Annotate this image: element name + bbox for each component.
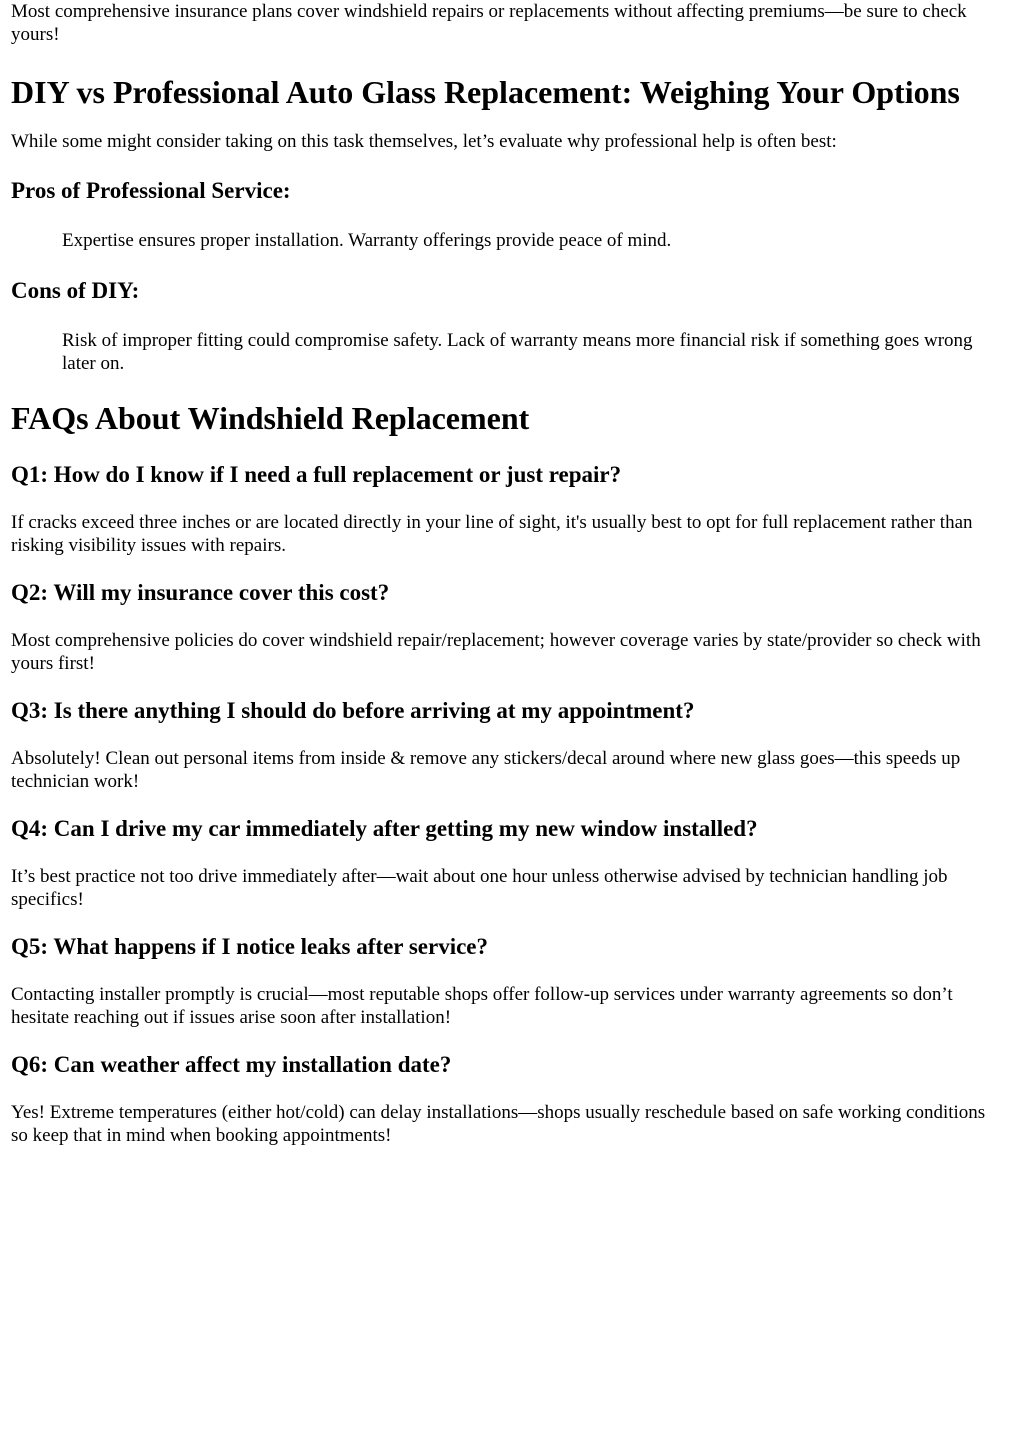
faq-question-6: Q6: Can weather affect my installation date? [11, 1052, 452, 1077]
pros-text: Expertise ensures proper installation. Warranty offerings provide peace of mind. [62, 230, 672, 251]
faq-answer-1: If cracks exceed three inches or are located directly in your line of sight, it's usually best to opt for full replacement rather than risking visibility issues with repairs. [11, 512, 973, 556]
faq-heading: FAQs About Windshield Replacement [11, 400, 530, 436]
cons-heading: Cons of DIY: [11, 278, 140, 303]
faq-answer-3: Absolutely! Clean out personal items from inside & remove any stickers/decal around where new glass goes—this speeds up technician work! [11, 748, 961, 792]
faq-answer-5: Contacting installer promptly is crucial—most reputable shops offer follow-up services under warranty agreements so don’t hesitate reaching out if issues arise soon after installation! [11, 984, 953, 1028]
diy-intro-paragraph: While some might consider taking on this task themselves, let’s evaluate why professional help is often best: [11, 131, 837, 152]
faq-answer-2: Most comprehensive policies do cover windshield repair/replacement; however coverage varies by state/provider so check with yours first! [11, 630, 981, 674]
faq-answer-4: It’s best practice not too drive immediately after—wait about one hour unless otherwise advised by technician handling job specifics! [11, 866, 948, 910]
faq-question-4: Q4: Can I drive my car immediately after getting my new window installed? [11, 816, 758, 841]
faq-question-3: Q3: Is there anything I should do before arriving at my appointment? [11, 698, 695, 723]
faq-question-1: Q1: How do I know if I need a full replacement or just repair? [11, 462, 622, 487]
pros-heading: Pros of Professional Service: [11, 178, 291, 203]
cons-text: Risk of improper fitting could compromise safety. Lack of warranty means more financial risk if something goes wrong later on. [62, 330, 973, 374]
faq-question-5: Q5: What happens if I notice leaks after service? [11, 934, 489, 959]
faq-question-2: Q2: Will my insurance cover this cost? [11, 580, 390, 605]
faq-answer-6: Yes! Extreme temperatures (either hot/cold) can delay installations—shops usually reschedule based on safe working conditions so keep that in mind when booking appointments! [11, 1102, 986, 1146]
intro-paragraph: Most comprehensive insurance plans cover windshield repairs or replacements without affecting premiums—be sure to check yours! [11, 1, 967, 45]
diy-vs-professional-heading: DIY vs Professional Auto Glass Replacement: Weighing Your Options [11, 74, 960, 110]
